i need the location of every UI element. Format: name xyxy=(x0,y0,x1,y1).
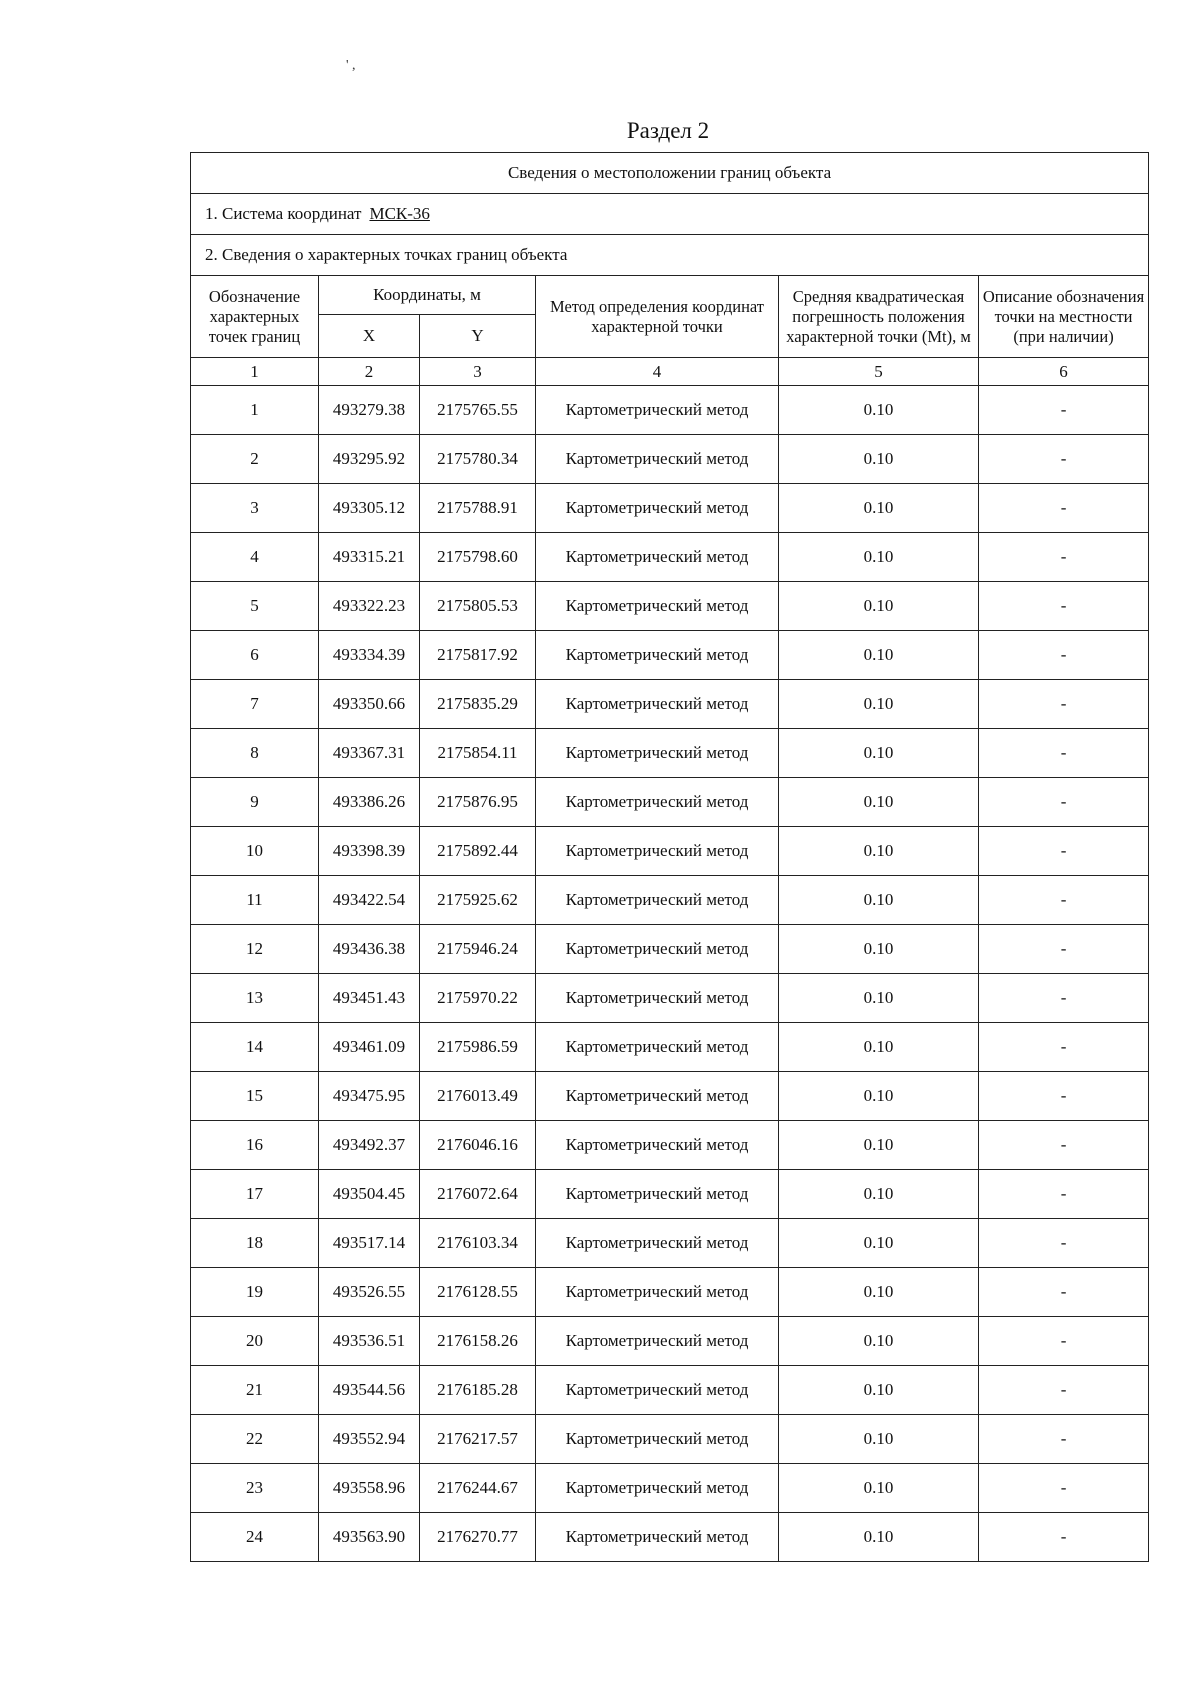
table-row xyxy=(191,435,1149,484)
table-row xyxy=(191,1121,1149,1170)
y-coordinate-cell: 2175805.53 xyxy=(420,582,536,631)
table-row xyxy=(191,1023,1149,1072)
table-row xyxy=(191,729,1149,778)
x-coordinate-cell: 493367.31 xyxy=(319,729,420,778)
accuracy-cell: 0.10 xyxy=(779,1170,979,1219)
method-cell: Картометрический метод xyxy=(536,484,779,533)
header-description: Описание обозначения точки на местности (при наличии) xyxy=(979,276,1149,358)
method-cell: Картометрический метод xyxy=(536,1317,779,1366)
method-cell: Картометрический метод xyxy=(536,1023,779,1072)
point-number-cell: 22 xyxy=(191,1415,319,1464)
column-number: 3 xyxy=(420,358,536,386)
accuracy-cell: 0.10 xyxy=(779,386,979,435)
x-coordinate-cell: 493398.39 xyxy=(319,827,420,876)
table-row xyxy=(191,1513,1149,1562)
y-coordinate-cell: 2175892.44 xyxy=(420,827,536,876)
y-coordinate-cell: 2175765.55 xyxy=(420,386,536,435)
point-number-cell: 19 xyxy=(191,1268,319,1317)
method-cell: Картометрический метод xyxy=(536,631,779,680)
x-coordinate-cell: 493526.55 xyxy=(319,1268,420,1317)
y-coordinate-cell: 2176217.57 xyxy=(420,1415,536,1464)
accuracy-cell: 0.10 xyxy=(779,925,979,974)
point-number-cell: 1 xyxy=(191,386,319,435)
description-cell: - xyxy=(979,729,1149,778)
x-coordinate-cell: 493461.09 xyxy=(319,1023,420,1072)
point-number-cell: 21 xyxy=(191,1366,319,1415)
accuracy-cell: 0.10 xyxy=(779,1513,979,1562)
y-coordinate-cell: 2176244.67 xyxy=(420,1464,536,1513)
header-x: X xyxy=(319,315,420,358)
column-number: 5 xyxy=(779,358,979,386)
x-coordinate-cell: 493544.56 xyxy=(319,1366,420,1415)
x-coordinate-cell: 493536.51 xyxy=(319,1317,420,1366)
header-y: Y xyxy=(420,315,536,358)
table-row xyxy=(191,533,1149,582)
method-cell: Картометрический метод xyxy=(536,1121,779,1170)
method-cell: Картометрический метод xyxy=(536,435,779,484)
table-row xyxy=(191,680,1149,729)
description-cell: - xyxy=(979,1464,1149,1513)
method-cell: Картометрический метод xyxy=(536,1219,779,1268)
table-banner: Сведения о местоположении границ объекта xyxy=(191,153,1149,194)
point-number-cell: 2 xyxy=(191,435,319,484)
x-coordinate-cell: 493552.94 xyxy=(319,1415,420,1464)
y-coordinate-cell: 2175970.22 xyxy=(420,974,536,1023)
method-cell: Картометрический метод xyxy=(536,1268,779,1317)
x-coordinate-cell: 493422.54 xyxy=(319,876,420,925)
points-label: 2. Сведения о характерных точках границ объекта xyxy=(191,235,1149,276)
description-cell: - xyxy=(979,876,1149,925)
table-row xyxy=(191,1072,1149,1121)
table-row xyxy=(191,1464,1149,1513)
point-number-cell: 7 xyxy=(191,680,319,729)
description-cell: - xyxy=(979,435,1149,484)
point-number-cell: 11 xyxy=(191,876,319,925)
description-cell: - xyxy=(979,386,1149,435)
accuracy-cell: 0.10 xyxy=(779,974,979,1023)
point-number-cell: 24 xyxy=(191,1513,319,1562)
method-cell: Картометрический метод xyxy=(536,1072,779,1121)
x-coordinate-cell: 493305.12 xyxy=(319,484,420,533)
method-cell: Картометрический метод xyxy=(536,1170,779,1219)
accuracy-cell: 0.10 xyxy=(779,1464,979,1513)
table-row xyxy=(191,484,1149,533)
accuracy-cell: 0.10 xyxy=(779,484,979,533)
description-cell: - xyxy=(979,925,1149,974)
description-cell: - xyxy=(979,1415,1149,1464)
method-cell: Картометрический метод xyxy=(536,729,779,778)
description-cell: - xyxy=(979,827,1149,876)
point-number-cell: 17 xyxy=(191,1170,319,1219)
y-coordinate-cell: 2175780.34 xyxy=(420,435,536,484)
accuracy-cell: 0.10 xyxy=(779,631,979,680)
table-row xyxy=(191,1366,1149,1415)
description-cell: - xyxy=(979,1072,1149,1121)
banner-row xyxy=(191,153,1149,194)
method-cell: Картометрический метод xyxy=(536,680,779,729)
y-coordinate-cell: 2175854.11 xyxy=(420,729,536,778)
description-cell: - xyxy=(979,631,1149,680)
method-cell: Картометрический метод xyxy=(536,925,779,974)
accuracy-cell: 0.10 xyxy=(779,1219,979,1268)
table-row xyxy=(191,582,1149,631)
table-row xyxy=(191,827,1149,876)
point-number-cell: 18 xyxy=(191,1219,319,1268)
description-cell: - xyxy=(979,1219,1149,1268)
x-coordinate-cell: 493350.66 xyxy=(319,680,420,729)
point-number-cell: 16 xyxy=(191,1121,319,1170)
y-coordinate-cell: 2175986.59 xyxy=(420,1023,536,1072)
description-cell: - xyxy=(979,1366,1149,1415)
table-body xyxy=(191,153,1149,1562)
header-method: Метод определения координат характерной точки xyxy=(536,276,779,358)
x-coordinate-cell: 493334.39 xyxy=(319,631,420,680)
accuracy-cell: 0.10 xyxy=(779,1268,979,1317)
y-coordinate-cell: 2176270.77 xyxy=(420,1513,536,1562)
points-label-row xyxy=(191,235,1149,276)
x-coordinate-cell: 493322.23 xyxy=(319,582,420,631)
x-coordinate-cell: 493386.26 xyxy=(319,778,420,827)
method-cell: Картометрический метод xyxy=(536,1366,779,1415)
y-coordinate-cell: 2175835.29 xyxy=(420,680,536,729)
boundary-points-table xyxy=(190,152,1149,1562)
point-number-cell: 20 xyxy=(191,1317,319,1366)
method-cell: Картометрический метод xyxy=(536,974,779,1023)
method-cell: Картометрический метод xyxy=(536,1513,779,1562)
x-coordinate-cell: 493475.95 xyxy=(319,1072,420,1121)
table-row xyxy=(191,1415,1149,1464)
point-number-cell: 4 xyxy=(191,533,319,582)
description-cell: - xyxy=(979,533,1149,582)
description-cell: - xyxy=(979,1317,1149,1366)
table-row xyxy=(191,925,1149,974)
accuracy-cell: 0.10 xyxy=(779,1072,979,1121)
table-row xyxy=(191,1268,1149,1317)
accuracy-cell: 0.10 xyxy=(779,729,979,778)
point-number-cell: 5 xyxy=(191,582,319,631)
accuracy-cell: 0.10 xyxy=(779,1023,979,1072)
y-coordinate-cell: 2175946.24 xyxy=(420,925,536,974)
coord-system-label: 1. Система координат xyxy=(205,204,362,223)
point-number-cell: 14 xyxy=(191,1023,319,1072)
description-cell: - xyxy=(979,778,1149,827)
column-numbers-row xyxy=(191,358,1149,386)
accuracy-cell: 0.10 xyxy=(779,1317,979,1366)
accuracy-cell: 0.10 xyxy=(779,778,979,827)
description-cell: - xyxy=(979,974,1149,1023)
column-number: 2 xyxy=(319,358,420,386)
x-coordinate-cell: 493279.38 xyxy=(319,386,420,435)
x-coordinate-cell: 493504.45 xyxy=(319,1170,420,1219)
accuracy-cell: 0.10 xyxy=(779,1121,979,1170)
x-coordinate-cell: 493295.92 xyxy=(319,435,420,484)
table-row xyxy=(191,778,1149,827)
y-coordinate-cell: 2175788.91 xyxy=(420,484,536,533)
y-coordinate-cell: 2176128.55 xyxy=(420,1268,536,1317)
column-number: 6 xyxy=(979,358,1149,386)
y-coordinate-cell: 2176103.34 xyxy=(420,1219,536,1268)
accuracy-cell: 0.10 xyxy=(779,1366,979,1415)
header-coordinates: Координаты, м xyxy=(319,276,536,315)
method-cell: Картометрический метод xyxy=(536,1464,779,1513)
coord-system-row xyxy=(191,194,1149,235)
accuracy-cell: 0.10 xyxy=(779,827,979,876)
description-cell: - xyxy=(979,1170,1149,1219)
x-coordinate-cell: 493451.43 xyxy=(319,974,420,1023)
column-number: 4 xyxy=(536,358,779,386)
y-coordinate-cell: 2176046.16 xyxy=(420,1121,536,1170)
column-number: 1 xyxy=(191,358,319,386)
description-cell: - xyxy=(979,484,1149,533)
x-coordinate-cell: 493436.38 xyxy=(319,925,420,974)
method-cell: Картометрический метод xyxy=(536,1415,779,1464)
method-cell: Картометрический метод xyxy=(536,778,779,827)
x-coordinate-cell: 493563.90 xyxy=(319,1513,420,1562)
point-number-cell: 23 xyxy=(191,1464,319,1513)
method-cell: Картометрический метод xyxy=(536,533,779,582)
point-number-cell: 13 xyxy=(191,974,319,1023)
method-cell: Картометрический метод xyxy=(536,827,779,876)
point-number-cell: 15 xyxy=(191,1072,319,1121)
table-row xyxy=(191,386,1149,435)
table-row xyxy=(191,631,1149,680)
description-cell: - xyxy=(979,1513,1149,1562)
x-coordinate-cell: 493517.14 xyxy=(319,1219,420,1268)
method-cell: Картометрический метод xyxy=(536,876,779,925)
coord-system-value: МСК-36 xyxy=(369,204,430,223)
point-number-cell: 12 xyxy=(191,925,319,974)
x-coordinate-cell: 493558.96 xyxy=(319,1464,420,1513)
description-cell: - xyxy=(979,1268,1149,1317)
x-coordinate-cell: 493492.37 xyxy=(319,1121,420,1170)
y-coordinate-cell: 2176185.28 xyxy=(420,1366,536,1415)
description-cell: - xyxy=(979,1023,1149,1072)
accuracy-cell: 0.10 xyxy=(779,1415,979,1464)
point-number-cell: 6 xyxy=(191,631,319,680)
page-mark: ' , xyxy=(346,58,356,73)
header-accuracy: Средняя квадратическая погрешность положения характерной точки (Mt), м xyxy=(779,276,979,358)
point-number-cell: 10 xyxy=(191,827,319,876)
header-point-designation: Обозначение характерных точек границ xyxy=(191,276,319,358)
description-cell: - xyxy=(979,680,1149,729)
y-coordinate-cell: 2175876.95 xyxy=(420,778,536,827)
header-row-1 xyxy=(191,276,1149,315)
accuracy-cell: 0.10 xyxy=(779,533,979,582)
point-number-cell: 8 xyxy=(191,729,319,778)
y-coordinate-cell: 2176072.64 xyxy=(420,1170,536,1219)
table-row xyxy=(191,974,1149,1023)
accuracy-cell: 0.10 xyxy=(779,680,979,729)
table-row xyxy=(191,1219,1149,1268)
table-row xyxy=(191,1317,1149,1366)
accuracy-cell: 0.10 xyxy=(779,435,979,484)
point-number-cell: 9 xyxy=(191,778,319,827)
description-cell: - xyxy=(979,1121,1149,1170)
method-cell: Картометрический метод xyxy=(536,582,779,631)
coord-system-cell xyxy=(191,194,1149,235)
accuracy-cell: 0.10 xyxy=(779,876,979,925)
method-cell: Картометрический метод xyxy=(536,386,779,435)
y-coordinate-cell: 2176013.49 xyxy=(420,1072,536,1121)
table-row xyxy=(191,876,1149,925)
description-cell: - xyxy=(979,582,1149,631)
y-coordinate-cell: 2175798.60 xyxy=(420,533,536,582)
section-title: Раздел 2 xyxy=(626,118,710,143)
x-coordinate-cell: 493315.21 xyxy=(319,533,420,582)
table-row xyxy=(191,1170,1149,1219)
accuracy-cell: 0.10 xyxy=(779,582,979,631)
y-coordinate-cell: 2175817.92 xyxy=(420,631,536,680)
point-number-cell: 3 xyxy=(191,484,319,533)
y-coordinate-cell: 2176158.26 xyxy=(420,1317,536,1366)
y-coordinate-cell: 2175925.62 xyxy=(420,876,536,925)
